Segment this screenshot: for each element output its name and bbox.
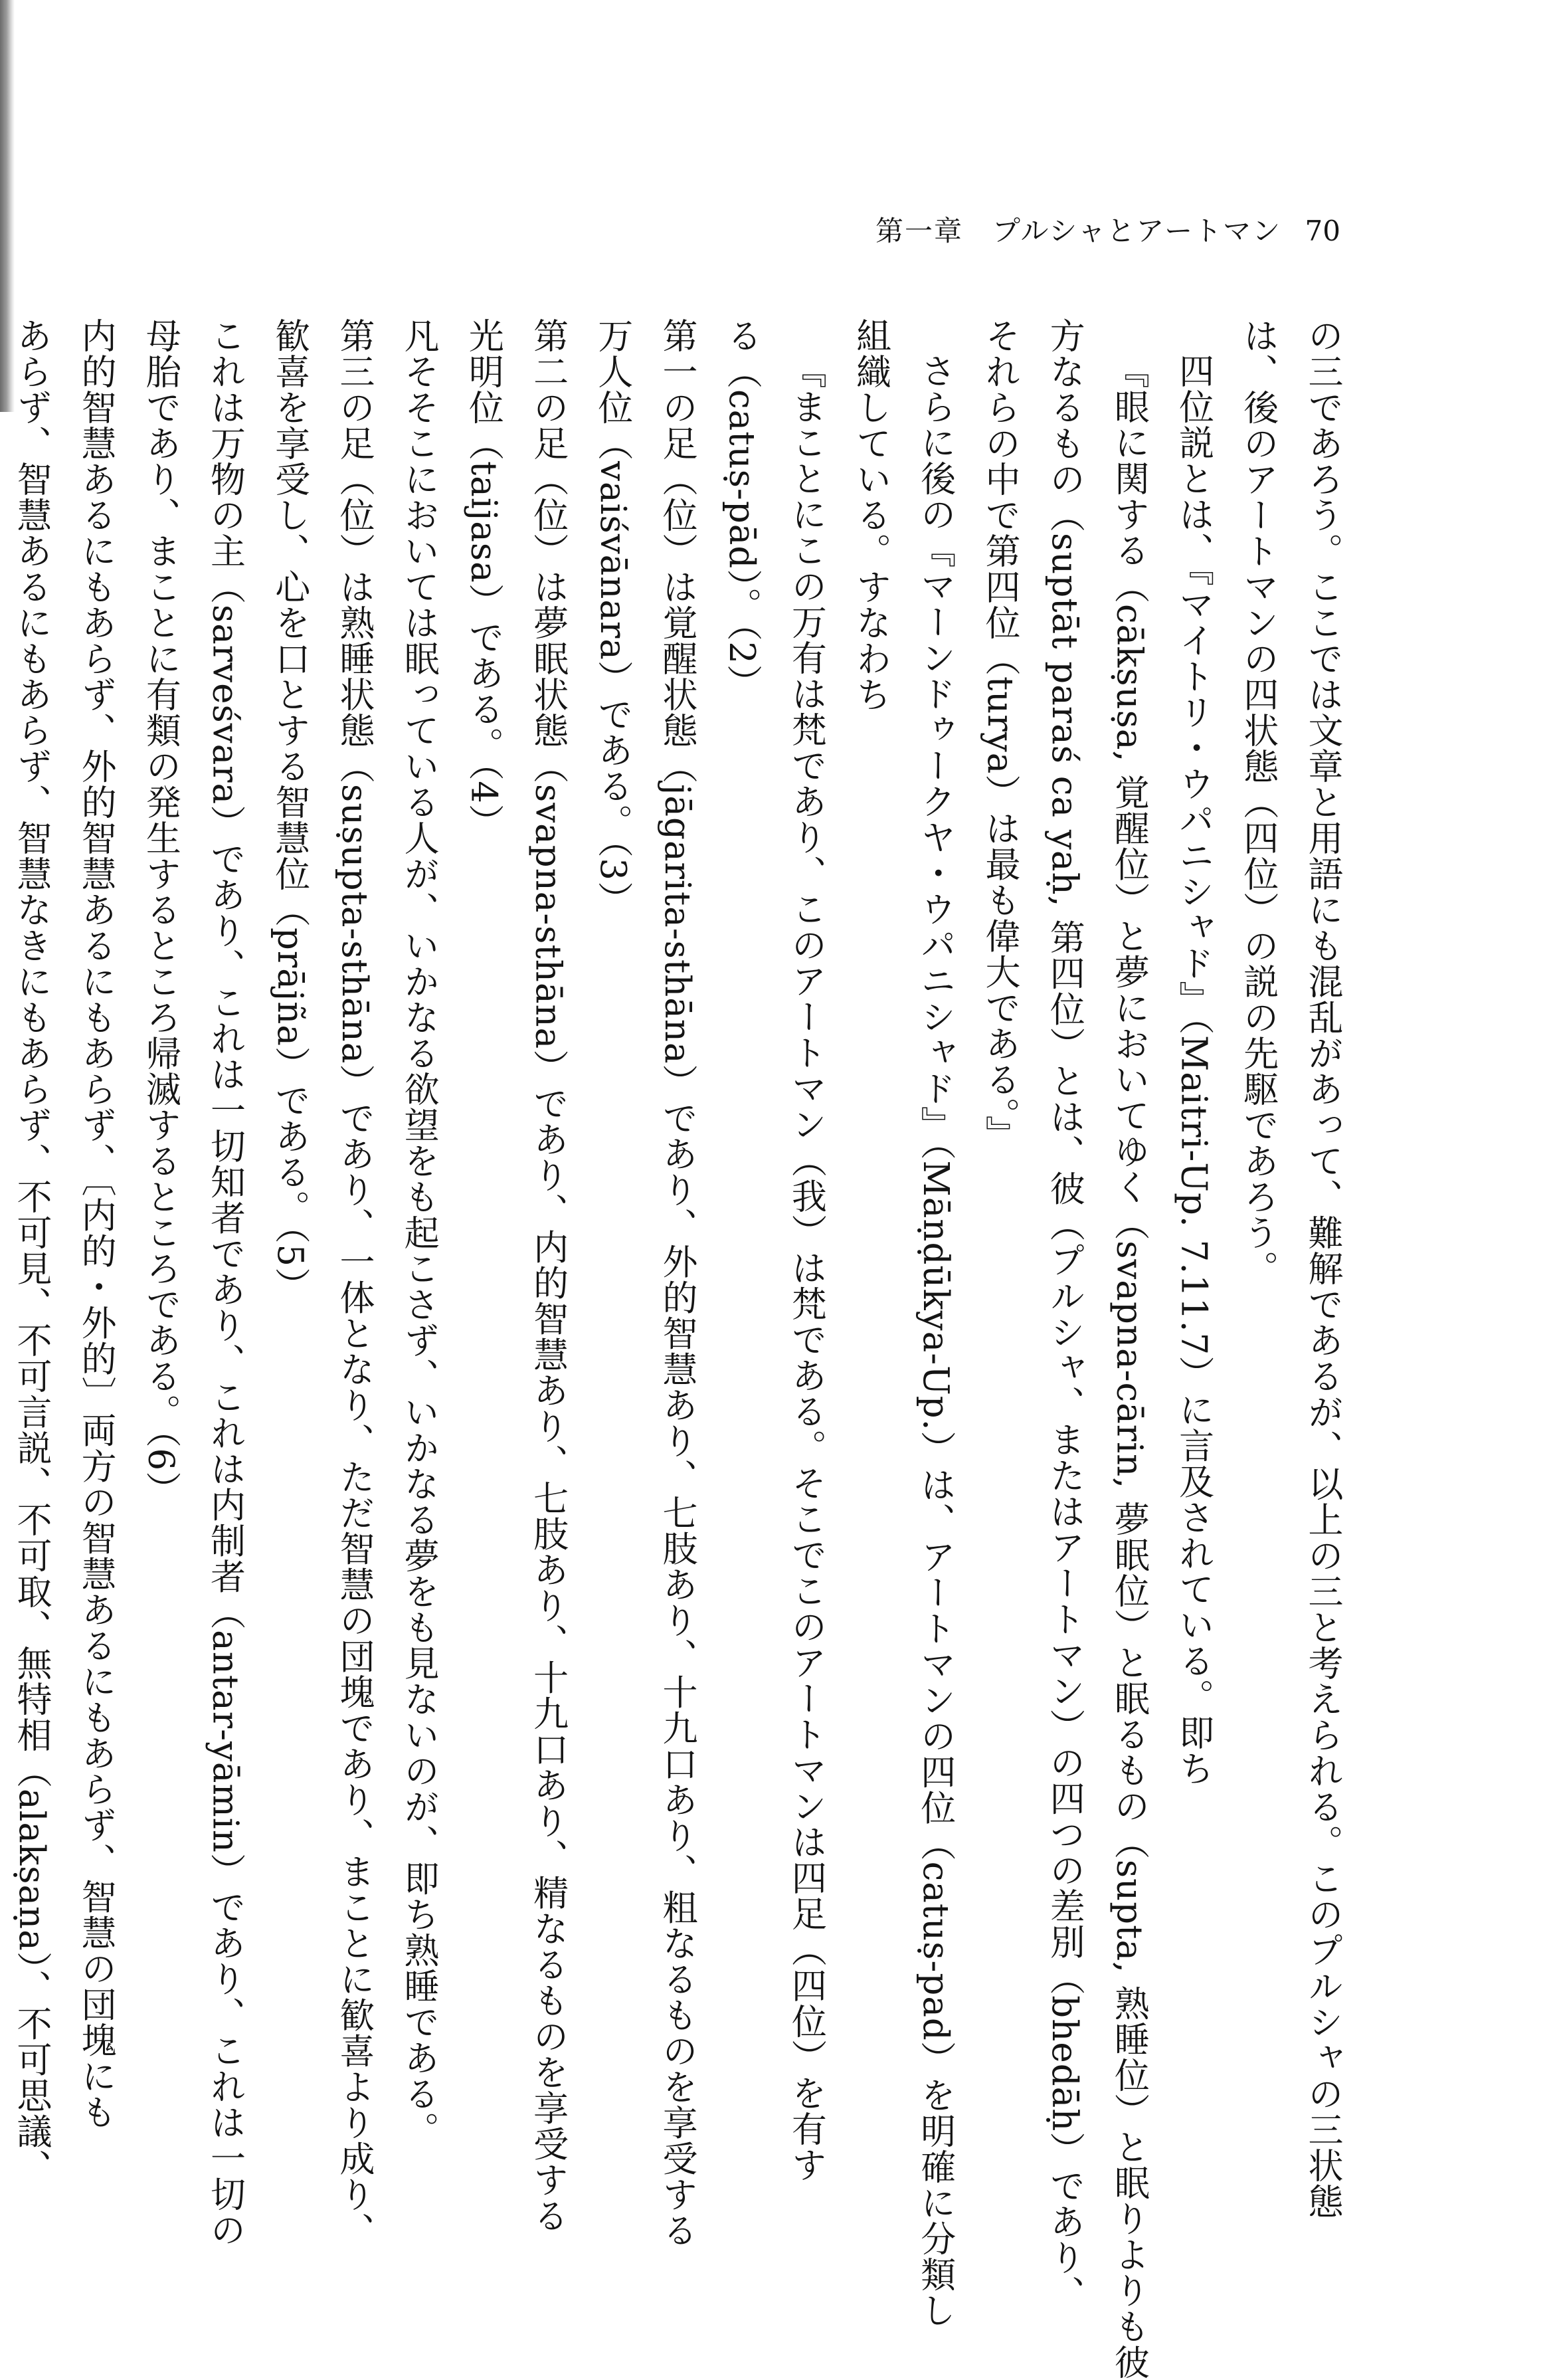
text-column-content: これは万物の主（sarveśvara）であり、これは一切知者であり、これは内制者（antar-yāmin）であり、これは一切の [205,318,246,2248]
text-column [515,318,580,2234]
text-column [258,318,322,2058]
text-column-content: 歓喜を享受し、心を口とする智慧位（prājña）である。 [269,318,310,1227]
text-column [451,318,515,2058]
text-column-content: 万人位（vaiśvānara）である。 [592,318,633,840]
text-column [709,318,774,2058]
text-column-content: 母胎であり、まことに有類の発生するところ帰滅するところである。 [140,318,181,1430]
text-column [968,318,1032,2058]
page-number: 70 [1305,215,1340,247]
text-column-content: さらに後の『マーンドゥークヤ・ウパニシャド』（Māṇḍūkya-Up.）は、アートマンの四位（catuṣ-pad）を明確に分類し [915,353,956,2328]
text-column-content: それらの中で第四位（turya）は最も偉大である。』 [979,318,1020,1151]
text-column-content: あらず、智慧あるにもあらず、智慧なきにもあらず、不可見、不可言説、不可取、無特相（alakṣaṇa）、不可思議、 [11,318,52,2185]
text-column-content: 第二の足（位）は夢眠状態（svapna-sthāna）であり、内的智慧あり、七肢あり、十九口あり、精なるものを享受する [527,318,569,2234]
text-column [0,318,64,2185]
text-column-content: 方なるもの（suptāt paraś ca yaḥ, 第四位）とは、彼（プルシャ、またはアートマン）の四つの差別（bhedāḥ）であり、 [1044,318,1085,2312]
text-column-content: 光明位（taijasa）である。 [463,318,504,763]
text-column [1161,318,1226,2058]
footnote-marker: （5） [269,1226,310,1304]
text-column [128,318,193,2058]
footnote-marker: （2） [721,623,763,701]
text-column [903,318,968,2328]
text-column-content: 第一の足（位）は覚醒状態（jāgarita-sthāna）であり、外的智慧あり、七肢あり、十九口あり、粗なるものを享受する [656,318,697,2248]
footnote-marker: （6） [140,1430,181,1508]
body-text-vertical [11,318,1355,2380]
text-column-content: 『まことにこの万有は梵であり、このアートマン（我）は梵である。そこでこのアートマンは四足（四位）を有す [786,353,827,2183]
text-column-content: 組織している。すなわち [850,318,891,712]
running-head [875,211,1340,251]
footnote-marker: （4） [463,762,504,840]
text-column-content: 四位説とは、『マイトリ・ウパニシャド』（Maitri-Up. 7.11.7）に言及されている。即ち [1173,353,1214,1787]
chapter-title: 第一章 プルシャとアートマン [875,215,1282,247]
footnote-marker: （3） [592,839,633,918]
text-column [64,318,128,2130]
text-column-content: の三であろう。ここでは文章と用語にも混乱があって、難解であるが、以上の三と考えられる。このプルシャの三状態 [1303,318,1343,2219]
text-column [193,318,257,2248]
text-column [1226,318,1291,2058]
text-column-content: 凡そそこにおいては眠っている人が、いかなる欲望をも起こさず、いかなる夢をも見ないのが、即ち熟睡である。 [399,318,440,2147]
text-column [1097,318,1161,2380]
text-column [387,318,451,2147]
text-column [322,318,387,2248]
text-column-content: 内的智慧あるにもあらず、外的智慧あるにもあらず、〔内的・外的〕両方の智慧あるにもあらず、智慧の団塊にも [76,318,117,2130]
text-column [581,318,645,2058]
text-column [645,318,709,2248]
text-column-content: る（catuṣ-pād）。 [721,318,763,623]
text-column-content: 第三の足（位）は熟睡状態（suṣupta-sthāna）であり、一体となり、ただ智慧の団塊であり、まことに歓喜より成り、 [333,318,375,2248]
text-column-content: 『眼に関する（cākṣuṣa, 覚醒位）と夢においてゆく（svapna-cārin, 夢眠位）と眠るもの（supta, 熟睡位）と眠りよりも彼 [1109,353,1150,2380]
text-column [1032,318,1097,2312]
text-column [1291,318,1355,2219]
text-column-content: は、後のアートマンの四状態（四位）の説の先駆であろう。 [1237,318,1279,1286]
text-column [838,318,903,2058]
text-column [774,318,838,2183]
